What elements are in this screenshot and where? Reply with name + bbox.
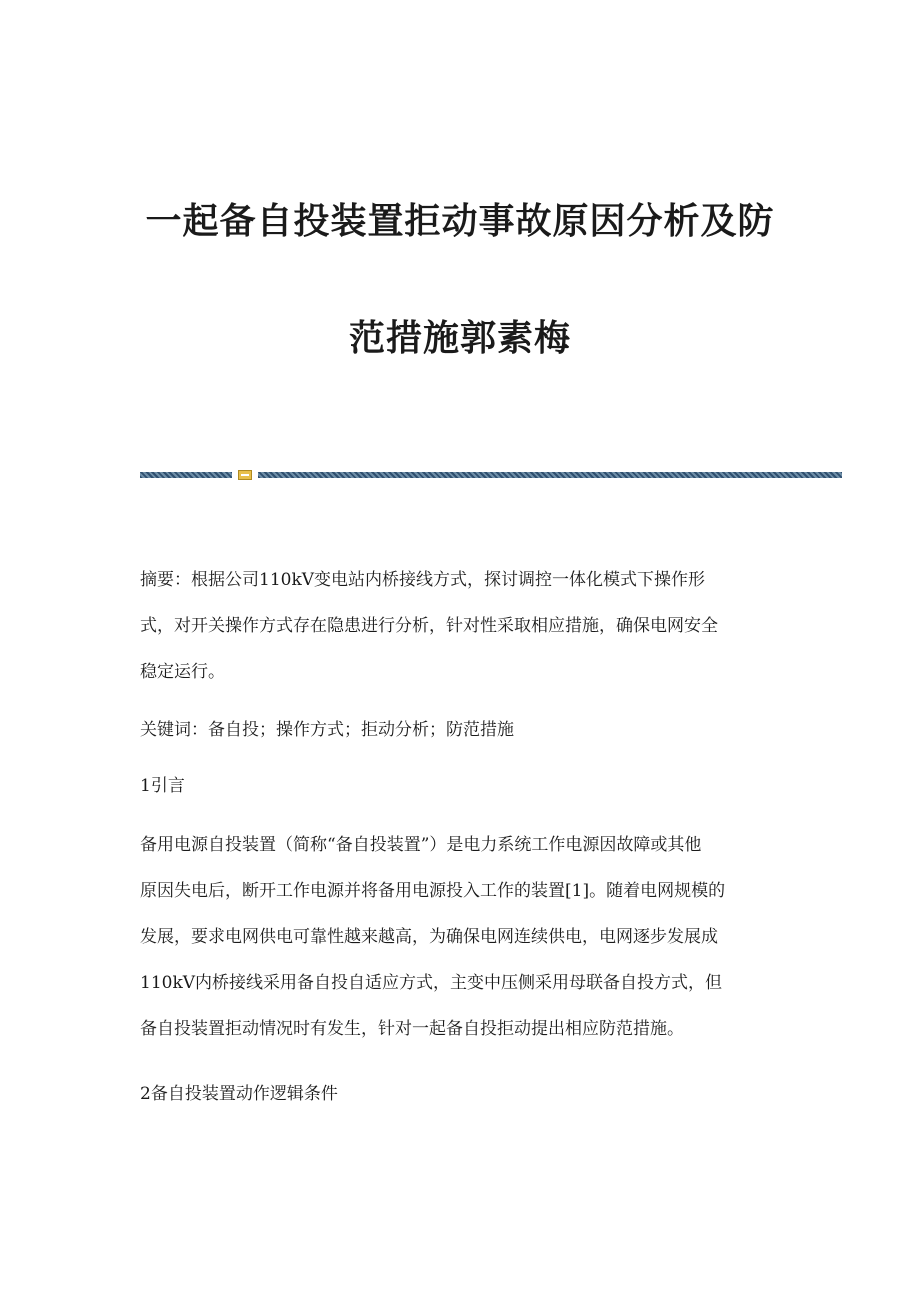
document-title-line-2: 范措施郭素梅 [348,317,571,359]
abstract-line: 摘要：根据公司110kV变电站内桥接线方式，探讨调控一体化模式下操作形 [140,570,706,590]
paragraph-line: 原因失电后，断开工作电源并将备用电源投入工作的装置[1]。随着电网规模的 [140,881,726,901]
abstract-line: 式，对开关操作方式存在隐患进行分析，针对性采取相应措施，确保电网安全 [140,616,718,636]
keywords-line: 关键词：备自投；操作方式；拒动分析；防范措施 [140,720,514,740]
document-title-line-1: 一起备自投装置拒动事故原因分析及防 [145,200,775,242]
section-1-heading: 1引言 [140,776,185,796]
section-1-paragraph [140,822,790,1052]
paragraph-line: 发展，要求电网供电可靠性越来越高，为确保电网连续供电，电网逐步发展成 [140,927,718,947]
decorative-divider [140,470,842,480]
abstract-paragraph [140,557,790,695]
paragraph-line: 备自投装置拒动情况时有发生，针对一起备自投拒动提出相应防范措施。 [140,1019,684,1039]
section-2-heading: 2备自投装置动作逻辑条件 [140,1084,338,1104]
divider-bar-right [258,472,842,478]
divider-bar-left [140,472,232,478]
paragraph-line: 备用电源自投装置（简称“备自投装置”）是电力系统工作电源因故障或其他 [140,835,702,855]
divider-ornament-icon [238,470,252,480]
paragraph-line: 110kV内桥接线采用备自投自适应方式，主变中压侧采用母联备自投方式，但 [140,973,723,993]
abstract-line: 稳定运行。 [140,662,225,682]
